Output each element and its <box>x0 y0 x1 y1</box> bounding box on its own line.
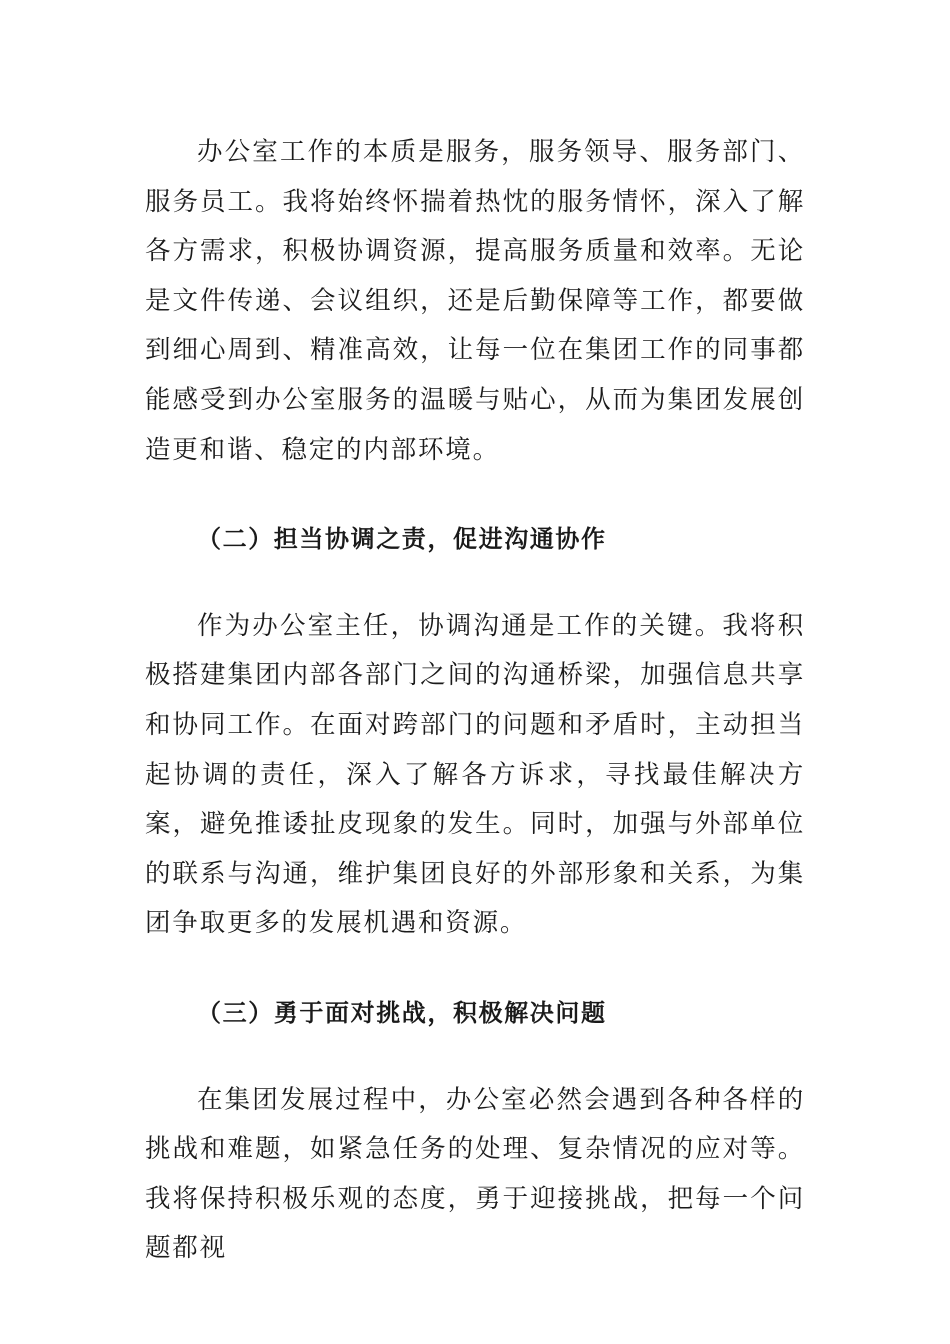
spacer <box>145 475 805 515</box>
spacer <box>145 1039 805 1076</box>
section-heading-coordination: （二）担当协调之责，促进沟通协作 <box>197 525 607 554</box>
document-body <box>145 128 805 1274</box>
section-heading-challenges: （三）勇于面对挑战，积极解决问题 <box>197 998 607 1027</box>
paragraph-service: 办公室工作的本质是服务，服务领导、服务部门、服务员工。我将始终怀揣着热忱的服务情怀，深入了解各方需求，积极协调资源，提高服务质量和效率。无论是文件传递、会议组织，还是后勤保障等工作，都要做到细心周到、精准高效，让每一位在集团工作的同事都能感受到办公室服务的温暖与贴心，从而为集团发展创造更和谐、稳定的内部环境。 <box>145 137 805 465</box>
paragraph-challenges: 在集团发展过程中，办公室必然会遇到各种各样的挑战和难题，如紧急任务的处理、复杂情况的应对等。我将保持积极乐观的态度，勇于迎接挑战，把每一个问题都视 <box>145 1084 805 1264</box>
spacer <box>145 565 805 602</box>
paragraph-coordination: 作为办公室主任，协调沟通是工作的关键。我将积极搭建集团内部各部门之间的沟通桥梁，加强信息共享和协同工作。在面对跨部门的问题和矛盾时，主动担当起协调的责任，深入了解各方诉求，寻找最佳解决方案，避免推诿扯皮现象的发生。同时，加强与外部单位的联系与沟通，维护集团良好的外部形象和关系，为集团争取更多的发展机遇和资源。 <box>145 610 805 939</box>
spacer <box>145 949 805 989</box>
